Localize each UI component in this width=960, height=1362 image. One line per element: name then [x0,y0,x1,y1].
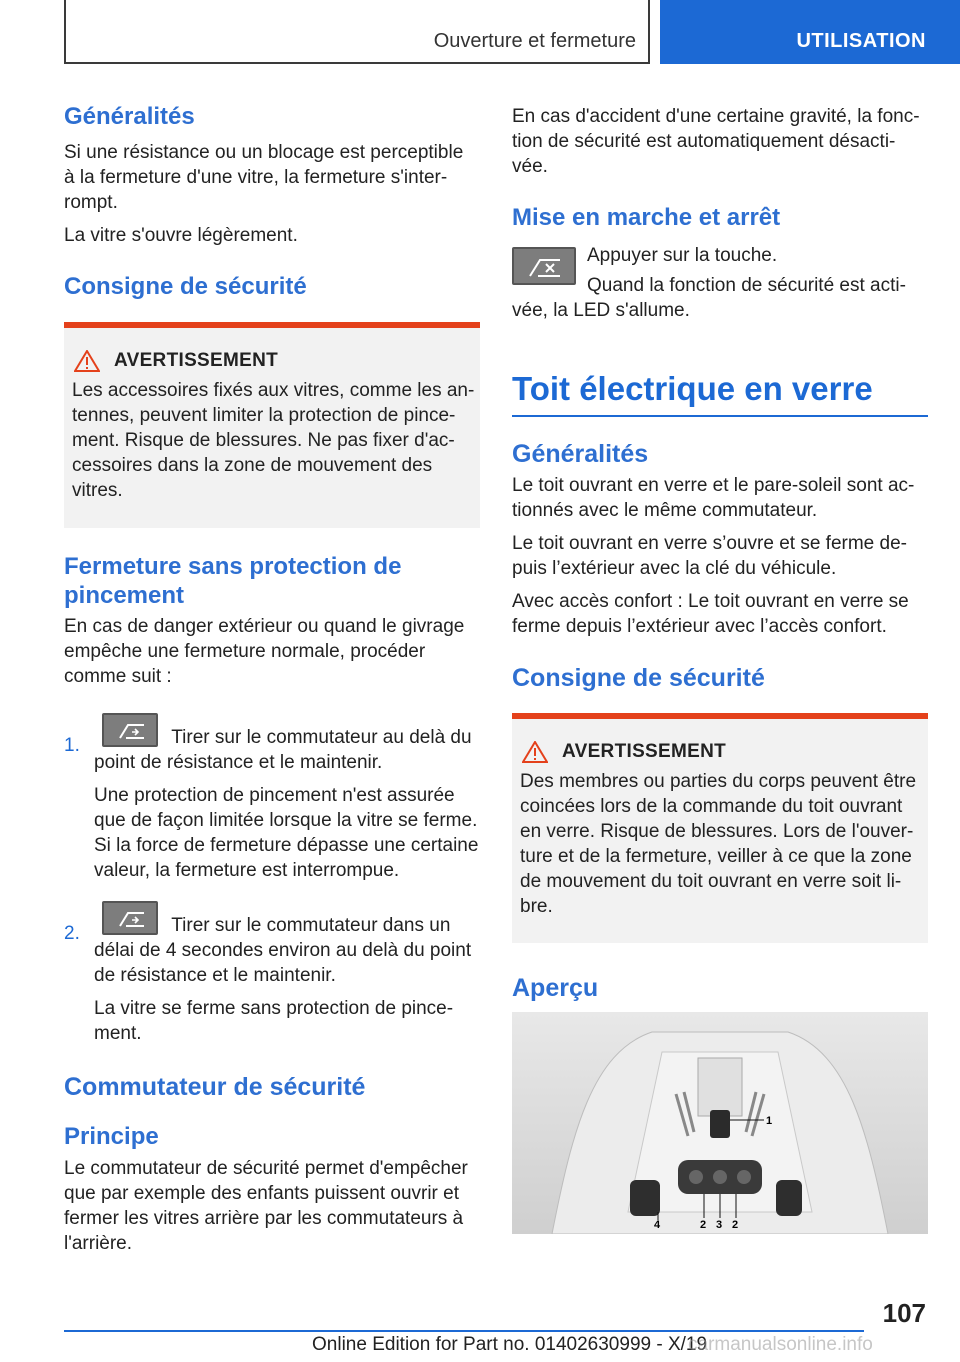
photo-label-3: 3 [716,1219,723,1231]
footer-line [64,1330,864,1332]
generalites-text: Si une résistance ou un blocage est perceptible à la fermeture d'une vitre, la fermeture s'inter- rompt. [64,142,464,213]
heading-commutateur: Commutateur de sécurité [64,1073,366,1101]
header-chapter-title: UTILISATION [796,30,926,52]
photo-label-2a: 2 [700,1219,707,1231]
heading-generalites: Généralités [64,103,195,130]
heading-toit: Toit électrique en verre [512,370,873,407]
heading-consigne-2: Consigne de sécurité [512,664,765,692]
watermark: carmanualsonline.info [688,1334,873,1355]
safety-switch-icon [512,247,576,285]
step-2: 2. Tirer sur le commutateur dans un délai de 4 secondes environ au delà du point de résistance et le maintenir. La vitre se ferme sans protection de pince- ment. [64,901,482,1046]
marche-block: Appuyer sur la touche. Quand la fonction de sécurité est acti- vée, la LED s'allume. [512,245,906,321]
window-switch-icon [102,901,158,935]
step-2-number: 2. [64,923,80,944]
photo-label-4: 4 [654,1219,661,1231]
warning-label-2: AVERTISSEMENT [562,741,727,762]
step-2-note: La vitre se ferme sans protection de pince- ment. [94,998,454,1044]
heading-fermeture: Fermeture sans protection de pincement [64,553,402,609]
title-underline [512,415,928,417]
fermeture-text: En cas de danger extérieur ou quand le givrage empêche une fermeture normale, procéder comme suit : [64,616,465,687]
step-1: 1. Tirer sur le commutateur au delà du point de résistance et le maintenir. Une protection de pincement n'est assurée que de façon limitée lorsque la vitre se ferme. Si la force de fermeture dépasse une certaine valeur, la fermeture est interrompue. [64,713,482,883]
roof-console-photo [512,1012,928,1234]
online-edition: Online Edition for Part no. 01402630999 - X/19 [312,1334,708,1355]
warning-label: AVERTISSEMENT [114,350,279,371]
warning-triangle-icon [522,741,548,763]
accident-text: En cas d'accident d'une certaine gravité, la fonc- tion de sécurité est automatiquement désacti- vée. [512,106,920,177]
warning-box [64,322,480,528]
gen-text-2: Le toit ouvrant en verre s’ouvre et se ferme de- puis l’extérieur avec la clé du véhicule. [512,533,907,579]
gen-text-3: Avec accès confort : Le toit ouvrant en verre se ferme depuis l’extérieur avec l’accès confort. [512,591,909,637]
heading-gen: Généralités [512,440,649,468]
gen-text-1: Le toit ouvrant en verre et le pare-soleil sont ac- tionnés avec le même commutateur. [512,475,915,521]
photo-label-2b: 2 [732,1219,739,1231]
header-chapter-box [660,0,960,64]
warning-box-2 [512,713,928,943]
header-section-box [64,0,650,64]
principe-text: Le commutateur de sécurité permet d'empêcher que par exemple des enfants puissent ouvrir et fermer les vitres arrière par les commutateurs à l'arrière. [64,1158,468,1254]
generalites-text-2: La vitre s'ouvre légèrement. [64,225,298,246]
heading-marche: Mise en marche et arrêt [512,204,781,231]
heading-consigne: Consigne de sécurité [64,273,307,300]
heading-principe: Principe [64,1123,159,1150]
warning-triangle-icon [74,350,100,372]
left-column [64,100,482,1256]
page-number: 107 [882,1298,926,1328]
window-switch-icon [102,713,158,747]
step-1-number: 1. [64,735,80,756]
heading-apercu: Aperçu [512,974,599,1002]
warning-text-2: Des membres ou parties du corps peuvent être coincées lors de la commande du toit ouvrant en verre. Risque de blessures. Lors de l'ouver- ture et de la fermeture, veiller à ce que la zone de mouvement du toit ouvrant en verre soit li- bre. [520,771,917,917]
warning-text: Les accessoires fixés aux vitres, comme les an- tennes, peuvent limiter la protection de pince- ment. Risque de blessures. Ne pas fixer d'ac- cessoires dans la zone de mouvement des vitres. [72,380,475,501]
right-column [512,100,930,1003]
header-section-title: Ouverture et fermeture [433,30,636,52]
step-1-note: Une protection de pincement n'est assurée que de façon limitée lorsque la vitre se ferme. Si la force de fermeture dépasse une certaine valeur, la fermeture est interrompue. [94,785,479,881]
photo-label-1: 1 [766,1115,773,1127]
